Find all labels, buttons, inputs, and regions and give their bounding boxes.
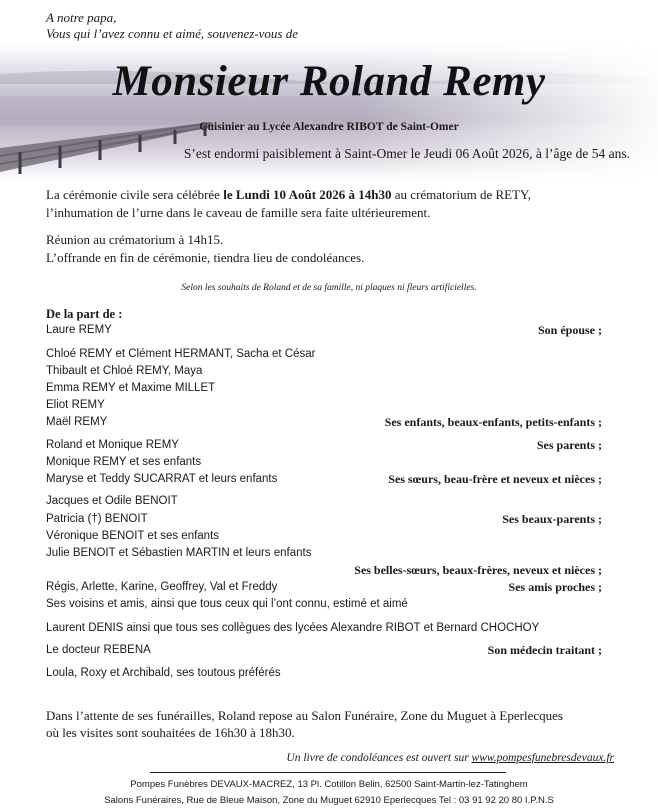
family-names: Véronique BENOIT et ses enfants bbox=[46, 530, 220, 542]
family-row bbox=[46, 641, 602, 659]
floral-wishes: Selon les souhaits de Roland et de sa famille, ni plaques ni fleurs artificielles. bbox=[181, 283, 477, 293]
family-row bbox=[46, 345, 602, 363]
family-row bbox=[46, 396, 602, 414]
family-relation: Ses amis proches ; bbox=[508, 580, 602, 594]
family-relation: Ses enfants, beaux-enfants, petits-enfants ; bbox=[384, 415, 602, 429]
ceremony-text-post: au crématorium de RETY, bbox=[391, 187, 532, 202]
family-row bbox=[46, 561, 602, 579]
reunion-line-1: Réunion au crématorium à 14h15. bbox=[46, 232, 224, 247]
family-row bbox=[46, 436, 602, 454]
family-names: Régis, Arlette, Karine, Geoffrey, Val et Freddy bbox=[46, 581, 278, 593]
family-names: Laure REMY bbox=[46, 324, 112, 336]
family-row bbox=[46, 544, 602, 562]
family-relation: Son épouse ; bbox=[537, 323, 602, 337]
family-names: Laurent DENIS ainsi que tous ses collègues des lycées Alexandre RIBOT et Bernard CHOCHOY bbox=[46, 622, 540, 634]
family-row bbox=[46, 379, 602, 397]
footer-salon-address: Salons Funéraires, Rue de Bleue Maison, Zone du Muguet 62910 Eperlecques Tel : 03 91 92 20 80 I.P.N.S bbox=[104, 795, 554, 806]
family-names: Patricia (†) BENOIT bbox=[46, 513, 148, 525]
family-row bbox=[46, 413, 602, 431]
family-names: Ses voisins et amis, ainsi que tous ceux qui l’ont connu, estimé et aimé bbox=[46, 598, 408, 610]
family-names: Eliot REMY bbox=[46, 399, 105, 411]
family-row bbox=[46, 510, 602, 528]
family-names: Chloé REMY et Clément HERMANT, Sacha et César bbox=[46, 348, 316, 360]
condolence-book-text: Un livre de condoléances est ouvert sur bbox=[286, 752, 472, 764]
family-names: Julie BENOIT et Sébastien MARTIN et leurs enfants bbox=[46, 547, 312, 559]
ceremony-line-2: l’inhumation de l’urne dans le caveau de famille sera faite ultérieurement. bbox=[46, 205, 431, 220]
family-names: Emma REMY et Maxime MILLET bbox=[46, 382, 216, 394]
family-relation: Ses belles-sœurs, beaux-frères, neveux et nièces ; bbox=[354, 563, 602, 577]
family-names: Roland et Monique REMY bbox=[46, 439, 179, 451]
footer-divider bbox=[150, 772, 506, 773]
reunion-line-2: L’offrande en fin de cérémonie, tiendra lieu de condoléances. bbox=[46, 250, 365, 265]
family-names: Jacques et Odile BENOIT bbox=[46, 495, 178, 507]
deceased-occupation: Cuisinier au Lycée Alexandre RIBOT de Saint-Omer bbox=[199, 121, 459, 133]
condolence-book-line bbox=[286, 752, 614, 764]
death-notice-line: S’est endormi paisiblement à Saint-Omer le Jeudi 06 Août 2026, à l’âge de 54 ans. bbox=[183, 146, 630, 161]
family-row bbox=[46, 527, 602, 545]
footer-company-address: Pompes Funèbres DEVAUX-MACREZ, 13 Pl. Cotillon Belin, 62500 Saint-Martin-lez-Tatinghem bbox=[130, 779, 528, 790]
family-row bbox=[46, 362, 602, 380]
condolence-book-link[interactable]: www.pompesfunebresdevaux.fr bbox=[471, 752, 614, 764]
family-row bbox=[46, 492, 602, 510]
family-row bbox=[46, 578, 602, 596]
rest-line-1: Dans l’attente de ses funérailles, Roland repose au Salon Funéraire, Zone du Muguet à Eperlecques bbox=[46, 708, 563, 723]
from-label: De la part de : bbox=[46, 307, 123, 321]
ceremony-text-pre: La cérémonie civile sera célébrée bbox=[46, 187, 224, 202]
family-row bbox=[46, 321, 602, 339]
family-row bbox=[46, 595, 602, 613]
rest-line-2: où les visites sont souhaitées de 16h30 à 18h30. bbox=[46, 725, 295, 740]
family-names: Monique REMY et ses enfants bbox=[46, 456, 202, 468]
family-row bbox=[46, 453, 602, 471]
family-names: Thibault et Chloé REMY, Maya bbox=[46, 365, 203, 377]
family-names: Loula, Roxy et Archibald, ses toutous préférés bbox=[46, 667, 281, 679]
ceremony-line-1 bbox=[46, 186, 531, 204]
family-row bbox=[46, 619, 602, 637]
family-names: Maël REMY bbox=[46, 416, 108, 428]
family-relation: Ses sœurs, beau-frère et neveux et nièces ; bbox=[388, 472, 602, 486]
family-row bbox=[46, 470, 602, 488]
dedication-line-1: A notre papa, bbox=[46, 10, 117, 25]
family-relation: Ses beaux-parents ; bbox=[502, 512, 602, 526]
ceremony-date: le Lundi 10 Août 2026 à 14h30 bbox=[223, 187, 392, 202]
family-relation: Ses parents ; bbox=[536, 438, 602, 452]
family-names: Le docteur REBENA bbox=[46, 644, 151, 656]
family-names: Maryse et Teddy SUCARRAT et leurs enfants bbox=[46, 473, 278, 485]
family-row bbox=[46, 664, 602, 682]
family-relation: Son médecin traitant ; bbox=[487, 643, 602, 657]
deceased-name-title: Monsieur Roland Remy bbox=[112, 58, 546, 105]
dedication-line-2: Vous qui l’avez connu et aimé, souvenez-vous de bbox=[46, 26, 298, 41]
